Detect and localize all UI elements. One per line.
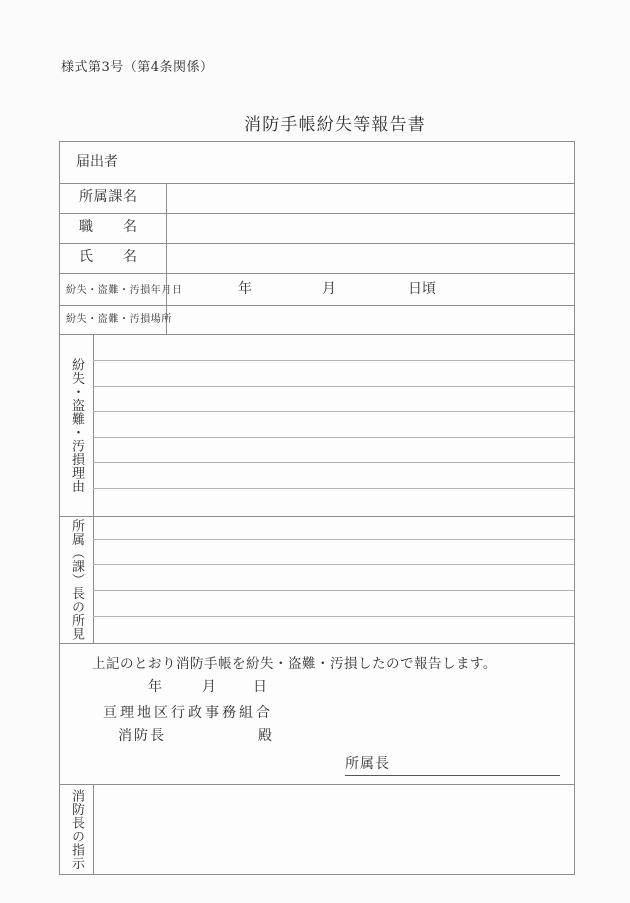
page-title: 消防手帳紛失等報告書 bbox=[244, 115, 426, 135]
department-head-signature-line bbox=[345, 753, 560, 776]
report-form-table bbox=[59, 141, 575, 875]
loss-date-row-label: 紛失・盗難・汚損年月日 bbox=[66, 285, 183, 296]
loss-reason-writing-area bbox=[94, 335, 574, 515]
fire-chief-instruction-section-label: 消防長の指示 bbox=[69, 788, 84, 870]
loss-place-value-cell bbox=[167, 306, 574, 333]
department-value-cell bbox=[167, 184, 574, 213]
supervisor-opinion-section-label: 所属（課）長の所見 bbox=[69, 518, 84, 641]
notifier-row-label: 届出者 bbox=[76, 154, 118, 170]
year-label: 年 bbox=[238, 281, 252, 297]
fire-chief-label: 消防長 bbox=[118, 728, 166, 744]
report-month-label: 月 bbox=[202, 679, 216, 695]
supervisor-opinion-writing-area bbox=[94, 517, 574, 642]
loss-reason-section-label: 紛失・盗難・汚損理由 bbox=[69, 357, 84, 493]
supervisor-opinion-section-label-cell bbox=[60, 516, 93, 643]
organization-name: 亘理地区行政事務組合 bbox=[103, 705, 273, 721]
fire-chief-instruction-writing-area bbox=[94, 785, 574, 874]
loss-reason-section-label-cell bbox=[60, 334, 93, 516]
report-day-label: 日 bbox=[253, 679, 267, 695]
department-head-signature-label: 所属長 bbox=[345, 756, 390, 772]
form-number: 様式第3号（第4条関係） bbox=[61, 60, 214, 75]
department-row-label: 所属課名 bbox=[79, 189, 137, 205]
loss-place-row-label: 紛失・盗難・汚損場所 bbox=[66, 314, 172, 325]
day-label: 日頃 bbox=[408, 281, 436, 297]
h-divider bbox=[60, 643, 574, 644]
position-value-cell bbox=[167, 214, 574, 243]
report-year-label: 年 bbox=[148, 679, 162, 695]
position-row-label: 職 名 bbox=[79, 219, 137, 235]
honorific-label: 殿 bbox=[258, 728, 274, 744]
fire-chief-instruction-section-label-cell bbox=[60, 784, 93, 874]
month-label: 月 bbox=[322, 281, 336, 297]
name-row-label: 氏 名 bbox=[79, 249, 137, 265]
name-value-cell bbox=[167, 244, 574, 273]
report-statement: 上記のとおり消防手帳を紛失・盗難・汚損したので報告します。 bbox=[92, 656, 497, 672]
h-divider bbox=[60, 273, 574, 274]
